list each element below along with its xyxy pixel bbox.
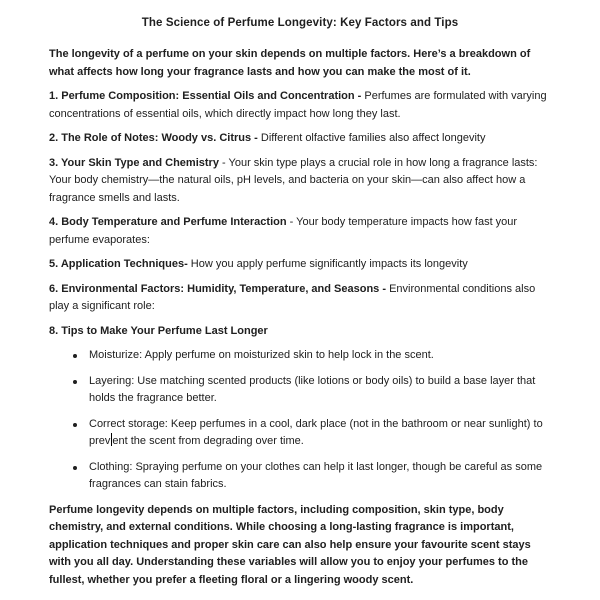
bullet-text: Layering: Use matching scented products (like lotions or body oils) to build a base layer that holds the fragrance better. bbox=[89, 374, 536, 404]
section-paragraph-3[interactable] bbox=[49, 155, 551, 208]
section-heading: 3. Your Skin Type and Chemistry bbox=[49, 156, 219, 169]
section-paragraph-6[interactable] bbox=[49, 281, 551, 316]
list-item[interactable] bbox=[72, 373, 551, 408]
section-body: Environmental conditions also play a significant role: bbox=[49, 282, 536, 312]
tips-list bbox=[49, 347, 551, 494]
section-paragraph-5[interactable] bbox=[49, 256, 551, 274]
section-heading: 1. Perfume Composition: Essential Oils and Concentration - bbox=[49, 90, 362, 102]
section-body: How you apply perfume significantly impacts its longevity bbox=[187, 258, 468, 270]
intro-paragraph[interactable]: The longevity of a perfume on your skin depends on multiple factors. Here’s a breakdown of what affects how long your fragrance lasts and how you can make the most of it. bbox=[49, 48, 531, 78]
section-paragraph-2[interactable] bbox=[49, 130, 551, 148]
section-body: - Your body temperature impacts how fast your perfume evaporates: bbox=[49, 216, 518, 246]
conclusion-paragraph[interactable]: Perfume longevity depends on multiple factors, including composition, skin type, body chemistry, and external conditions. While choosing a long-lasting fragrance is important, application techniques and proper skin care can also help ensure your favourite scent stays with you all day. Understanding these variables will allow you to enjoy your perfumes to the fullest, whether you prefer a fleeting floral or a lingering woody scent. bbox=[49, 503, 531, 586]
bullet-text-after-cursor: ent the scent from degrading over time. bbox=[112, 435, 304, 447]
bullet-text: Moisturize: Apply perfume on moisturized skin to help lock in the scent. bbox=[89, 349, 434, 361]
document-title[interactable]: The Science of Perfume Longevity: Key Factors and Tips bbox=[141, 17, 459, 29]
list-item[interactable] bbox=[72, 347, 551, 365]
bullet-text: Clothing: Spraying perfume on your clothes can help it last longer, though be careful as some fragrances can stain fabrics. bbox=[89, 460, 543, 490]
list-item[interactable] bbox=[72, 459, 551, 494]
section-heading: 5. Application Techniques- bbox=[49, 258, 188, 270]
tips-heading[interactable]: 8. Tips to Make Your Perfume Last Longer bbox=[49, 324, 268, 337]
list-item[interactable] bbox=[72, 416, 551, 451]
bullet-text-before-cursor: Correct storage: Keep perfumes in a cool, dark place (not in the bathroom or near sunlight) to prev bbox=[89, 417, 543, 447]
section-heading: 2. The Role of Notes: Woody vs. Citrus - bbox=[49, 132, 258, 144]
section-paragraph-4[interactable] bbox=[49, 214, 551, 249]
section-paragraph-1[interactable] bbox=[49, 88, 551, 123]
section-body: Perfumes are formulated with varying concentrations of essential oils, which directly impact how long they last. bbox=[49, 90, 547, 120]
section-heading: 6. Environmental Factors: Humidity, Temperature, and Seasons - bbox=[49, 282, 387, 295]
section-heading: 4. Body Temperature and Perfume Interaction bbox=[49, 216, 287, 228]
section-body: - Your skin type plays a crucial role in how long a fragrance lasts: Your body chemistry—the natural oils, pH levels, and bacteria on your skin—can also affect how a fragrance smells and lasts. bbox=[49, 156, 538, 204]
section-body: Different olfactive families also affect longevity bbox=[257, 132, 486, 144]
